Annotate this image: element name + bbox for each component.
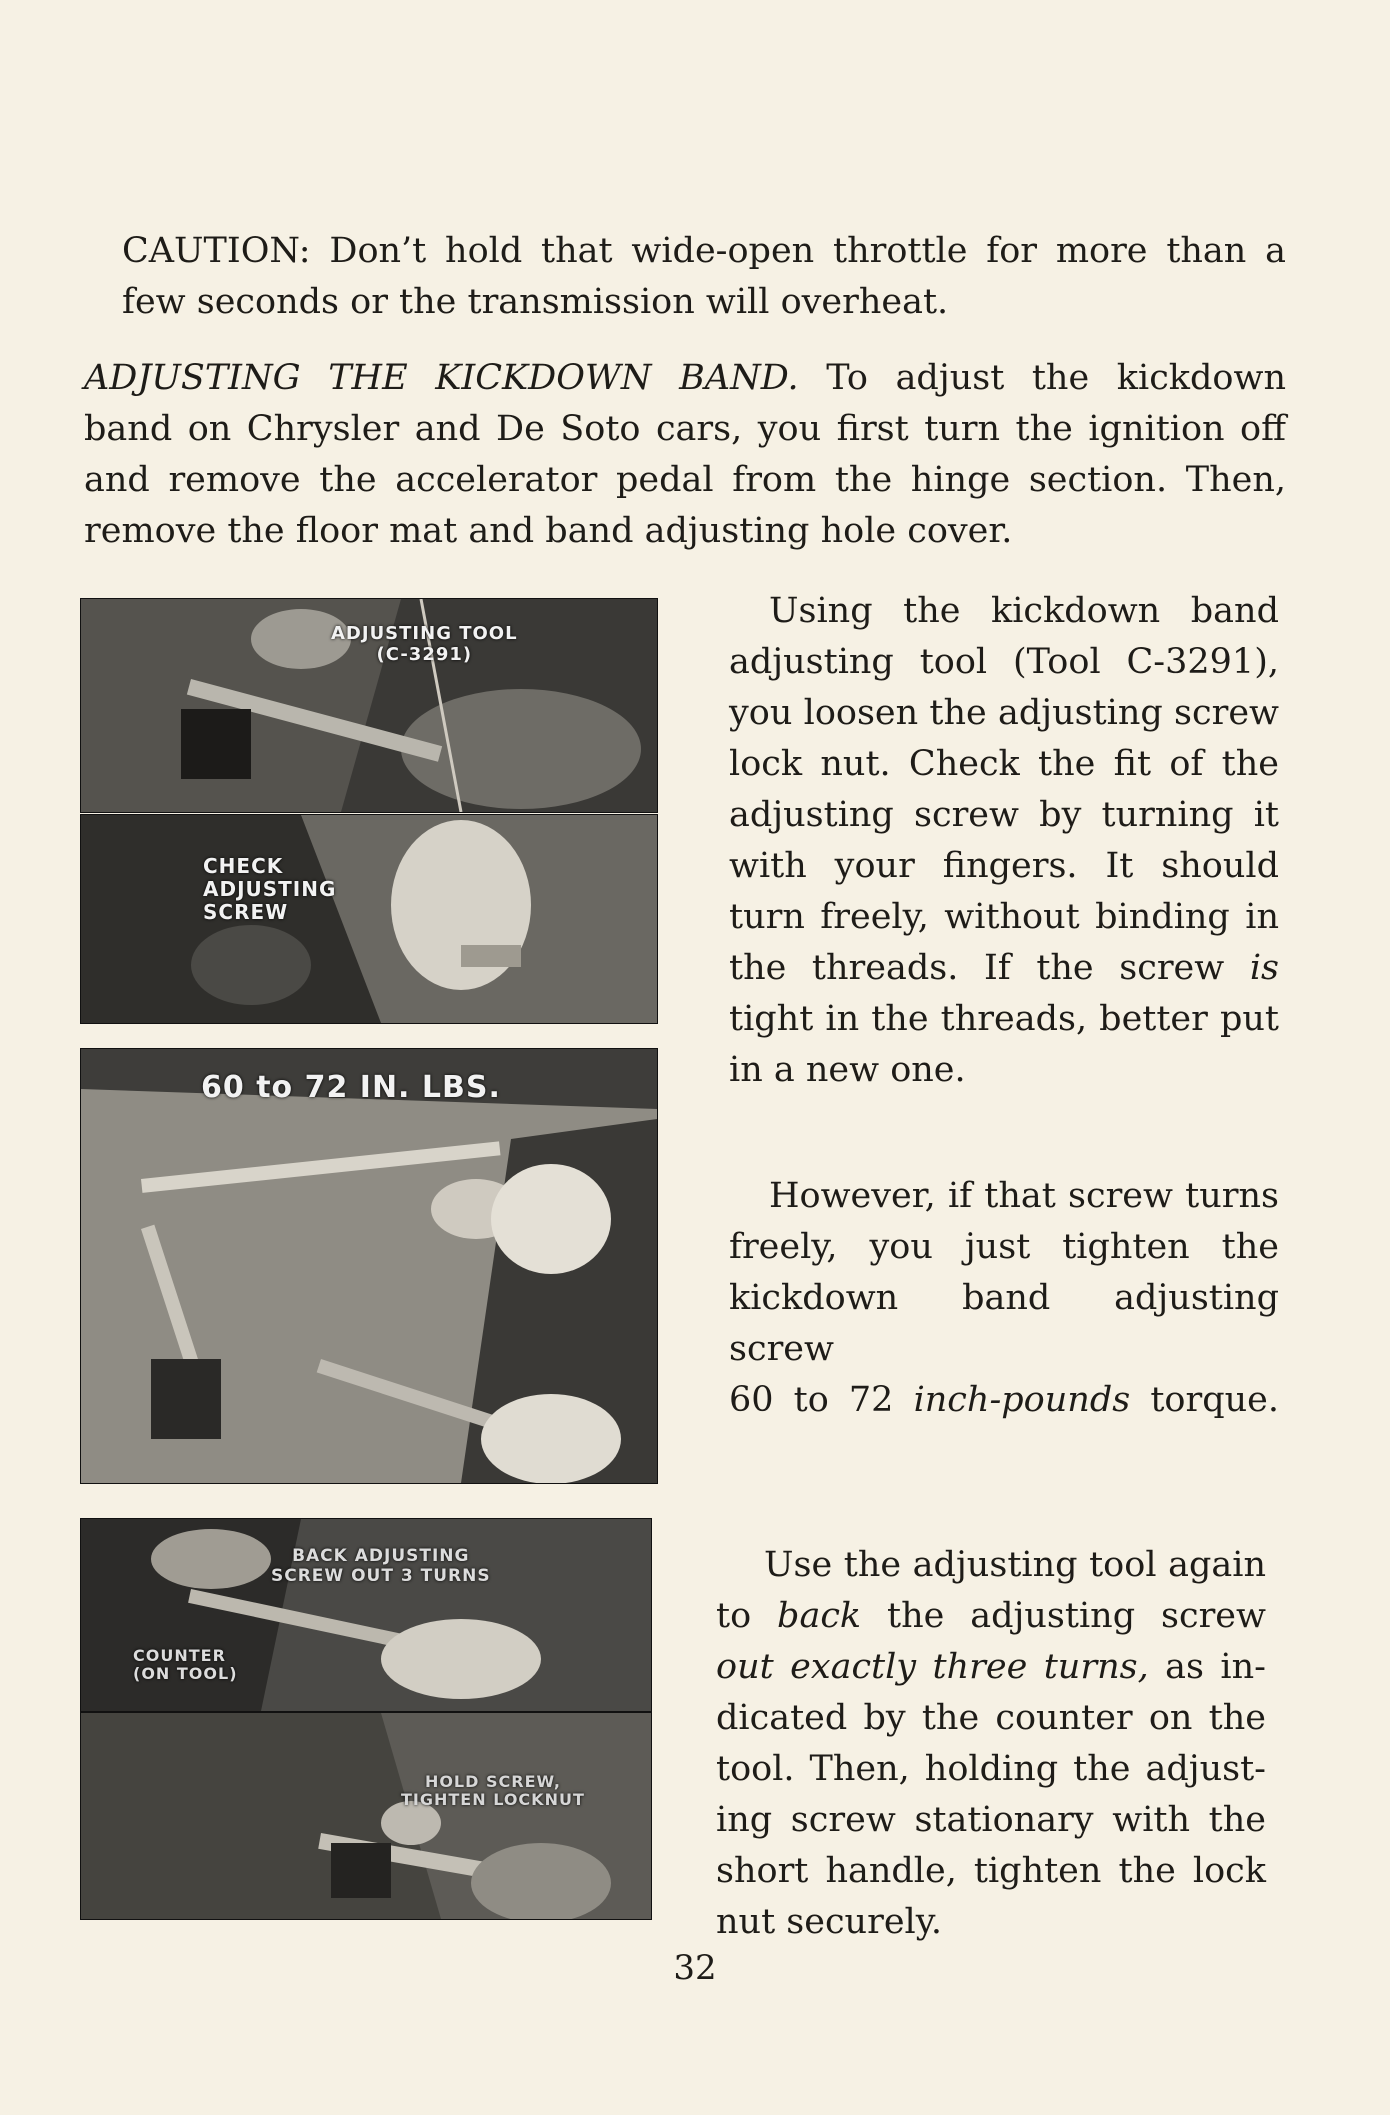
caption-adjusting-tool: ADJUSTING TOOL (C-3291) xyxy=(331,623,518,665)
paragraph-check-screw: Using the kickdown band adjusting tool (Tool C-3291), you loosen the adjusting screw lock nut. Check the fit of the adjusting screw by turning it with your fingers. It should turn freely, without binding in the threads. If the screw is tight in the threads, better put in a new one. xyxy=(729,591,1279,1090)
photo-back-screw xyxy=(80,1518,652,1712)
photo-hold-screw-image xyxy=(81,1713,651,1919)
page-number: 32 xyxy=(673,1948,717,1988)
photo-hold-screw xyxy=(80,1712,652,1920)
section-heading: ADJUSTING THE KICKDOWN BAND. xyxy=(84,358,799,398)
intro-paragraph xyxy=(84,353,1286,557)
caution-line: CAUTION: Don’t hold that wide-open throttle for more than a xyxy=(122,231,1286,271)
intro-line: band on Chrysler and De Soto cars, you first turn the ignition off xyxy=(84,409,1286,449)
caption-hold-screw: HOLD SCREW, TIGHTEN LOCKNUT xyxy=(401,1772,585,1810)
caption-counter: COUNTER (ON TOOL) xyxy=(133,1646,238,1684)
photo-check-screw xyxy=(80,814,658,1024)
caution-paragraph xyxy=(122,226,1286,328)
caution-line: few seconds or the transmission will overheat. xyxy=(122,282,949,322)
photo-adjusting-tool xyxy=(80,598,658,813)
photo-torque-wrench-image xyxy=(81,1049,657,1483)
paragraph-back-screw: Use the adjusting tool again to back the adjusting screw out exactly three turns, as in- dicated by the counter on the tool. Then, holding the adjust- ing screw stationary with the short handle, tighten the lock nut securely. xyxy=(716,1545,1266,1942)
caption-back-screw: BACK ADJUSTING SCREW OUT 3 TURNS xyxy=(271,1546,491,1586)
photo-check-screw-image xyxy=(81,815,657,1023)
caption-check-screw: CHECK ADJUSTING SCREW xyxy=(203,854,337,924)
caption-torque: 60 to 72 IN. LBS. xyxy=(201,1070,501,1105)
photo-torque-wrench xyxy=(80,1048,658,1484)
paragraph-tighten-screw: However, if that screw turns freely, you just tighten the kickdown band adjusting screw 60 to 72 inch-pounds torque. xyxy=(729,1176,1279,1420)
intro-line: remove the floor mat and band adjusting hole cover. xyxy=(84,511,1013,551)
intro-line: and remove the accelerator pedal from the hinge section. Then, xyxy=(84,460,1286,500)
intro-line: To adjust the kickdown xyxy=(798,358,1286,398)
